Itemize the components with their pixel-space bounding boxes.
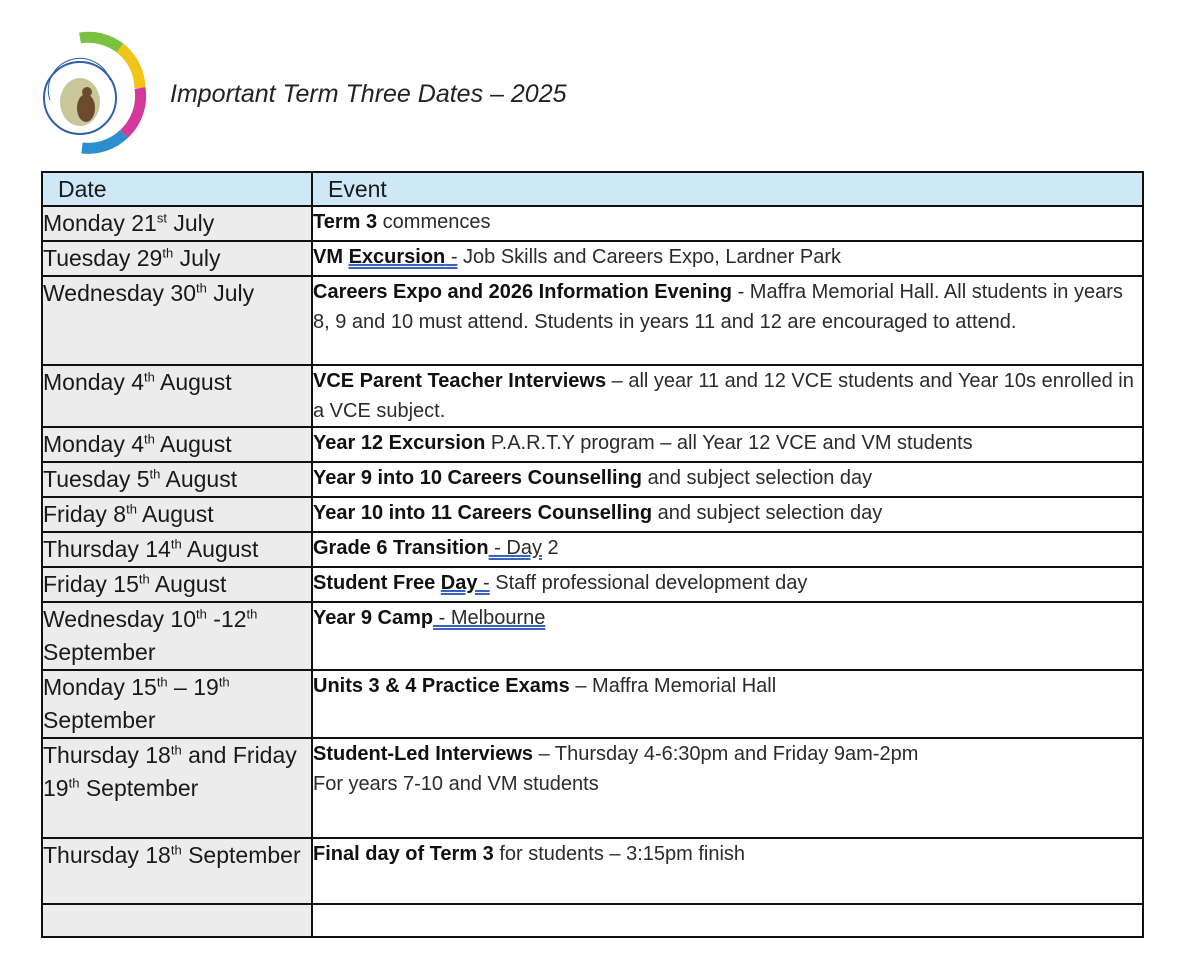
event-title: Year 9 Camp bbox=[313, 607, 434, 629]
event-detail: – all year 11 and 12 VCE students and Year 10s enrolled in a VCE subject. bbox=[313, 370, 1134, 422]
event-detail: - bbox=[445, 246, 458, 268]
date-text: Monday 4 bbox=[43, 431, 145, 457]
date-cell bbox=[42, 904, 312, 937]
table-row bbox=[42, 602, 1143, 670]
ordinal-suffix: th bbox=[144, 431, 155, 447]
event-detail: Staff professional development day bbox=[489, 572, 808, 594]
date-text: July bbox=[206, 280, 255, 306]
ordinal-suffix: th bbox=[149, 466, 161, 482]
event-detail: Job Skills and Careers Expo, Lardner Park bbox=[457, 246, 841, 268]
date-cell bbox=[42, 276, 312, 365]
page-title: Important Term Three Dates – 2025 bbox=[170, 80, 567, 108]
event-detail: - bbox=[477, 572, 490, 594]
table-row bbox=[42, 276, 1143, 365]
date-text: August bbox=[136, 501, 214, 527]
date-text: Tuesday 5 bbox=[43, 466, 150, 492]
event-detail: – Maffra Memorial Hall bbox=[569, 675, 777, 697]
date-text: September bbox=[43, 707, 156, 733]
event-cell bbox=[312, 241, 1143, 276]
event-detail: - Melbourne bbox=[433, 607, 546, 629]
event-title: Careers Expo and 2026 Information Evening bbox=[313, 281, 733, 303]
date-text: Tuesday 29 bbox=[43, 245, 163, 271]
date-cell bbox=[42, 838, 312, 904]
date-cell bbox=[42, 206, 312, 241]
date-text: Monday 15 bbox=[43, 674, 157, 700]
event-title: Day bbox=[440, 572, 478, 594]
date-text: September bbox=[79, 775, 199, 801]
event-title: Student-Led Interviews bbox=[313, 743, 534, 765]
date-text: August bbox=[149, 571, 227, 597]
event-detail: P.A.R.T.Y program – all Year 12 VCE and VM students bbox=[485, 432, 973, 454]
ordinal-suffix: th bbox=[170, 536, 182, 552]
table-row bbox=[42, 462, 1143, 497]
date-text: and Friday 19 bbox=[43, 742, 297, 801]
event-column-header: Event bbox=[312, 172, 1143, 206]
date-cell bbox=[42, 602, 312, 670]
event-detail: - Day bbox=[488, 537, 542, 559]
table-row bbox=[42, 567, 1143, 602]
event-detail: and subject selection day bbox=[652, 502, 883, 524]
event-detail: – Thursday 4-6:30pm and Friday 9am-2pm bbox=[533, 743, 919, 765]
ordinal-suffix: st bbox=[156, 210, 167, 226]
school-logo bbox=[40, 30, 150, 160]
date-text: July bbox=[173, 245, 221, 271]
table-row bbox=[42, 670, 1143, 738]
date-text: Friday 15 bbox=[43, 571, 139, 597]
date-text: Monday 4 bbox=[43, 369, 145, 395]
table-row bbox=[42, 738, 1143, 838]
event-cell bbox=[312, 365, 1143, 427]
date-cell bbox=[42, 241, 312, 276]
ordinal-suffix: th bbox=[156, 674, 168, 690]
event-cell bbox=[312, 206, 1143, 241]
date-cell bbox=[42, 427, 312, 462]
table-header-row bbox=[42, 172, 1143, 206]
table-row bbox=[42, 532, 1143, 567]
event-title: Final day of Term 3 bbox=[313, 843, 494, 865]
date-cell bbox=[42, 738, 312, 838]
date-cell bbox=[42, 567, 312, 602]
event-cell bbox=[312, 602, 1143, 670]
date-text: September bbox=[43, 639, 156, 665]
ordinal-suffix: th bbox=[170, 742, 182, 758]
date-text: Thursday 14 bbox=[43, 536, 171, 562]
event-title: Student Free bbox=[313, 572, 441, 594]
date-text: August bbox=[160, 466, 238, 492]
event-cell bbox=[312, 427, 1143, 462]
date-text: Thursday 18 bbox=[43, 742, 171, 768]
ordinal-suffix: th bbox=[218, 674, 230, 690]
event-title: VCE Parent Teacher Interviews bbox=[313, 370, 607, 392]
date-cell bbox=[42, 497, 312, 532]
event-cell bbox=[312, 462, 1143, 497]
ordinal-suffix: th bbox=[196, 280, 207, 296]
event-title: VM bbox=[313, 246, 349, 268]
event-detail: - Maffra Memorial Hall. All students in years 8, 9 and 10 must attend. Students in years 11 and 12 are encouraged to attend. bbox=[313, 281, 1123, 333]
event-detail: for students – 3:15pm finish bbox=[493, 843, 746, 865]
ordinal-suffix: th bbox=[196, 606, 207, 622]
date-text: Friday 8 bbox=[43, 501, 127, 527]
event-cell bbox=[312, 532, 1143, 567]
date-text: Monday 21 bbox=[43, 210, 157, 236]
ordinal-suffix: th bbox=[126, 501, 137, 517]
date-column-header: Date bbox=[42, 172, 312, 206]
date-text: August bbox=[154, 369, 232, 395]
date-text: Wednesday 30 bbox=[43, 280, 197, 306]
event-title: Grade 6 Transition bbox=[313, 537, 489, 559]
date-text: August bbox=[154, 431, 232, 457]
event-detail: commences bbox=[377, 211, 491, 233]
event-title: Year 10 into 11 Careers Counselling bbox=[313, 502, 653, 524]
event-title: Year 9 into 10 Careers Counselling bbox=[313, 467, 643, 489]
ordinal-suffix: th bbox=[68, 775, 80, 791]
table-row bbox=[42, 365, 1143, 427]
event-detail: For years 7-10 and VM students bbox=[313, 773, 599, 795]
event-cell bbox=[312, 838, 1143, 904]
event-title: Units 3 & 4 Practice Exams bbox=[313, 675, 570, 697]
term-dates-table bbox=[41, 171, 1144, 938]
table-row bbox=[42, 497, 1143, 532]
event-cell bbox=[312, 567, 1143, 602]
event-title: Term 3 bbox=[313, 211, 378, 233]
date-text: July bbox=[166, 210, 215, 236]
event-detail: and subject selection day bbox=[642, 467, 873, 489]
date-text: – 19 bbox=[167, 674, 219, 700]
ordinal-suffix: th bbox=[162, 245, 174, 261]
date-text: -12 bbox=[206, 606, 247, 632]
ordinal-suffix: th bbox=[144, 369, 155, 385]
event-cell bbox=[312, 738, 1143, 838]
event-cell bbox=[312, 276, 1143, 365]
date-text: Wednesday 10 bbox=[43, 606, 197, 632]
event-title: Year 12 Excursion bbox=[313, 432, 486, 454]
ordinal-suffix: th bbox=[246, 606, 258, 622]
date-text: Thursday 18 bbox=[43, 842, 171, 868]
event-cell bbox=[312, 670, 1143, 738]
table-row bbox=[42, 904, 1143, 937]
table-row bbox=[42, 427, 1143, 462]
date-cell bbox=[42, 365, 312, 427]
event-cell bbox=[312, 904, 1143, 937]
date-cell bbox=[42, 532, 312, 567]
date-text: September bbox=[181, 842, 301, 868]
event-title: Excursion bbox=[348, 246, 446, 268]
ordinal-suffix: th bbox=[170, 842, 182, 858]
date-cell bbox=[42, 462, 312, 497]
table-row bbox=[42, 241, 1143, 276]
event-detail: 2 bbox=[541, 537, 559, 559]
table-row bbox=[42, 838, 1143, 904]
date-cell bbox=[42, 670, 312, 738]
date-text: August bbox=[181, 536, 259, 562]
table-row bbox=[42, 206, 1143, 241]
event-cell bbox=[312, 497, 1143, 532]
ordinal-suffix: th bbox=[138, 571, 150, 587]
